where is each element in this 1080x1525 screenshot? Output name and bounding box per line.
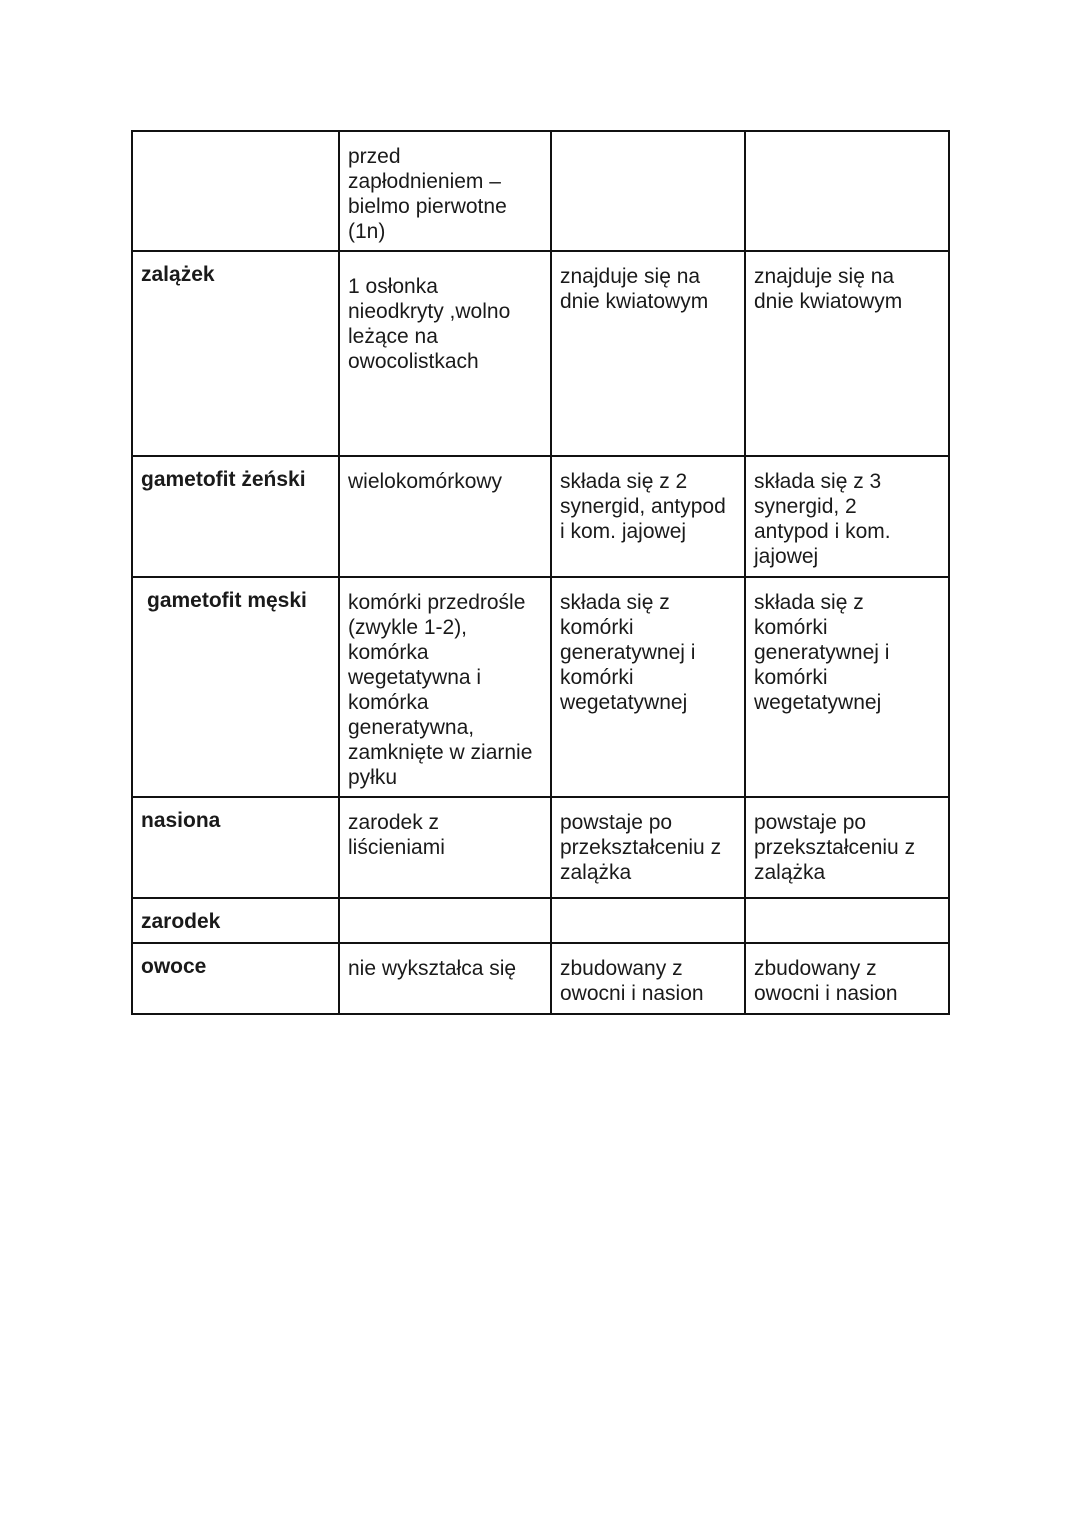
row-label xyxy=(132,131,339,251)
table-cell: komórki przedrośle (zwykle 1-2), komórka wegetatywna i komórka generatywna, zamknięte w ziarnie pyłku xyxy=(339,577,551,797)
table-cell: znajduje się na dnie kwiatowym xyxy=(551,251,745,456)
row-label: owoce xyxy=(132,943,339,1014)
table-cell: znajduje się na dnie kwiatowym xyxy=(745,251,949,456)
table-cell: 1 osłonka nieodkryty ,wolno leżące na owocolistkach xyxy=(339,251,551,456)
table-cell xyxy=(551,131,745,251)
row-label: zalążek xyxy=(132,251,339,456)
table-cell: składa się z 2 synergid, antypod i kom. jajowej xyxy=(551,456,745,577)
table-row xyxy=(132,797,949,898)
table-cell xyxy=(551,898,745,943)
table-cell: zbudowany z owocni i nasion xyxy=(745,943,949,1014)
table-cell xyxy=(745,131,949,251)
table-cell: zarodek z liścieniami xyxy=(339,797,551,898)
table-row xyxy=(132,251,949,456)
row-label: nasiona xyxy=(132,797,339,898)
table-cell xyxy=(745,898,949,943)
row-label: zarodek xyxy=(132,898,339,943)
table-row xyxy=(132,943,949,1014)
table-cell: składa się z komórki generatywnej i komórki wegetatywnej xyxy=(745,577,949,797)
table-cell: wielokomórkowy xyxy=(339,456,551,577)
table-row xyxy=(132,577,949,797)
table-cell: nie wykształca się xyxy=(339,943,551,1014)
table-cell: przed zapłodnieniem – bielmo pierwotne (1n) xyxy=(339,131,551,251)
table-row xyxy=(132,131,949,251)
table-row xyxy=(132,456,949,577)
table-cell: składa się z 3 synergid, 2 antypod i kom. jajowej xyxy=(745,456,949,577)
row-label: gametofit męski xyxy=(132,577,339,797)
table-cell xyxy=(339,898,551,943)
table-cell: powstaje po przekształceniu z zalążka xyxy=(745,797,949,898)
row-label: gametofit żeński xyxy=(132,456,339,577)
table-cell: powstaje po przekształceniu z zalążka xyxy=(551,797,745,898)
comparison-table xyxy=(131,130,950,1015)
table-cell: zbudowany z owocni i nasion xyxy=(551,943,745,1014)
table-cell: składa się z komórki generatywnej i komórki wegetatywnej xyxy=(551,577,745,797)
table-row xyxy=(132,898,949,943)
